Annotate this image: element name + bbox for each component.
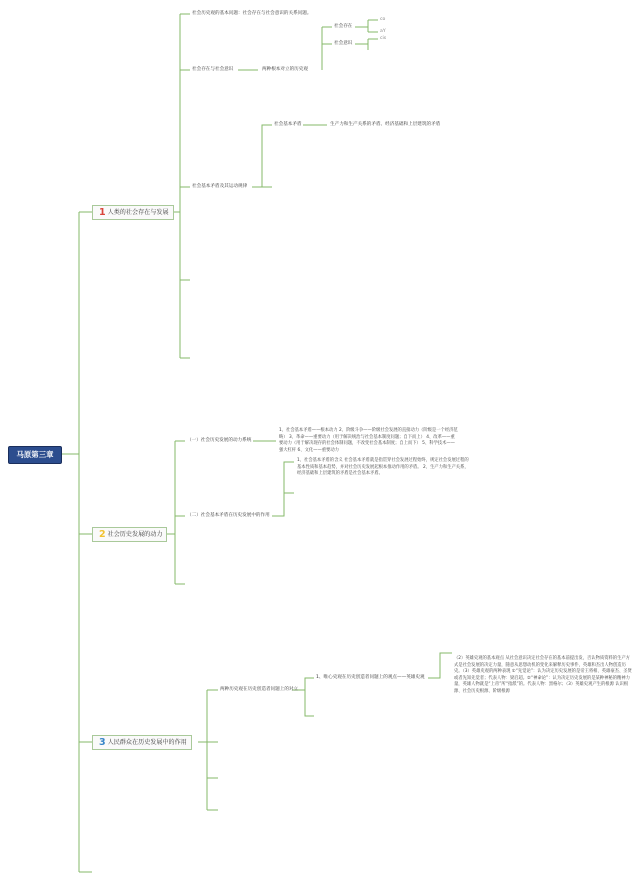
b1-contradiction-detail[interactable]: 生产力和生产关系的矛盾、经济基础和上层建筑的矛盾 [330, 122, 441, 127]
connector-b1-c2-b [355, 39, 378, 50]
root-node[interactable]: 马原第三章 [8, 446, 62, 464]
branch-1-node[interactable] [92, 205, 174, 220]
connector-b3-c1-sub [292, 678, 314, 716]
b1-social-existence[interactable]: 社会存在 [334, 24, 353, 29]
connector-b2-c2-sub [272, 462, 294, 516]
b1-topic-existence-consciousness[interactable]: 社会存在与社会意识 [192, 67, 234, 72]
b2-contradiction-role-detail[interactable]: 1、社会基本矛盾的含义 社会基本矛盾就是指贯穿社会发展过程始终，规定社会发展过程的基本性质和基本趋势，并对社会历史发展起根本推动作用的矛盾。 2、生产力和生产关系，经济基础和上层建筑的矛盾是社会基本矛盾。 [297, 458, 469, 477]
branch-2-node[interactable] [92, 527, 167, 542]
branch-2-number: 2 [99, 529, 106, 540]
branch-3-number: 3 [99, 737, 106, 748]
b1-two-views[interactable]: 两种根本对立的历史观 [262, 67, 308, 72]
b1-social-consciousness-leaf[interactable]: cis [380, 36, 387, 41]
branch-1-number: 1 [99, 207, 106, 218]
b3-hero-view-detail[interactable]: （2）英雄史观的基本观点 从社会意识决定社会存在的基本前提出发，否认物质资料的生产方式是社会发展的决定力量，随意从思想动机的变化来解释历史事件，英雄和杰出人物创造历史。（3）英雄史观的两种表现 ①“先觉论”：认为决定历史发展的是帝王将相、英雄豪杰、圣贤或者先知先觉者；代表人物：梁启超。②“神命论”：认为决定历史发展的是某种神秘的精神力量，英雄人物就是“上帝”所“指派”的。代表人物：黑格尔；（3）英雄史观产生的根源 认识根源、社会历史根源、阶级根源 [454, 656, 632, 694]
b1-basic-contradiction[interactable]: 社会基本矛盾 [274, 122, 302, 127]
branch-2-label: 社会历史发展的动力 [107, 531, 163, 538]
b1-social-existence-leaf-2[interactable]: aY [380, 29, 386, 34]
connector-b3-sub-detail [428, 653, 452, 678]
connector-b1-c3-out [252, 125, 272, 187]
b2-topic-driving-system[interactable]: （一）社会历史发展的动力系统 [187, 438, 252, 443]
branch-1-label: 人类的社会存在与发展 [107, 209, 169, 216]
b1-social-existence-leaf-1[interactable]: co [380, 17, 386, 22]
b2-topic-contradiction-role[interactable]: （二）社会基本矛盾在历史发展中的作用 [187, 513, 270, 518]
b2-driving-system-detail[interactable]: 1、社会基本矛盾——根本动力 2、阶级斗争——阶级社会发展的直接动力（阶级是一个经济范畴） 3、革命——重要动力（用于解决统治与社会基本制度问题；自下而上） 4、改革——重要动力（用于解决现存的社会体制问题，不改变社会基本制度；自上而下） 5、科学技术——强大杠杆 6、文化——重要动力 [279, 428, 458, 453]
branch-3-node[interactable] [92, 735, 192, 750]
branch-3-label: 人民群众在历史发展中的作用 [107, 739, 187, 746]
b3-hero-view[interactable]: 1、唯心史观在历史创造者问题上的观点——英雄史观 [316, 675, 425, 680]
b1-topic-basic-contradiction[interactable]: 社会基本矛盾及其运动规律 [192, 184, 248, 189]
connector-b1-c2-a [355, 20, 378, 32]
connector-b1-c2-sub-out [322, 27, 332, 70]
b3-topic-two-views[interactable]: 两种历史观在历史创造者问题上的对立 [220, 687, 299, 692]
b1-social-consciousness[interactable]: 社会意识 [334, 41, 353, 46]
b1-topic-basic-question[interactable]: 社会历史观的基本问题：社会存在与社会意识的关系问题。 [192, 11, 312, 16]
